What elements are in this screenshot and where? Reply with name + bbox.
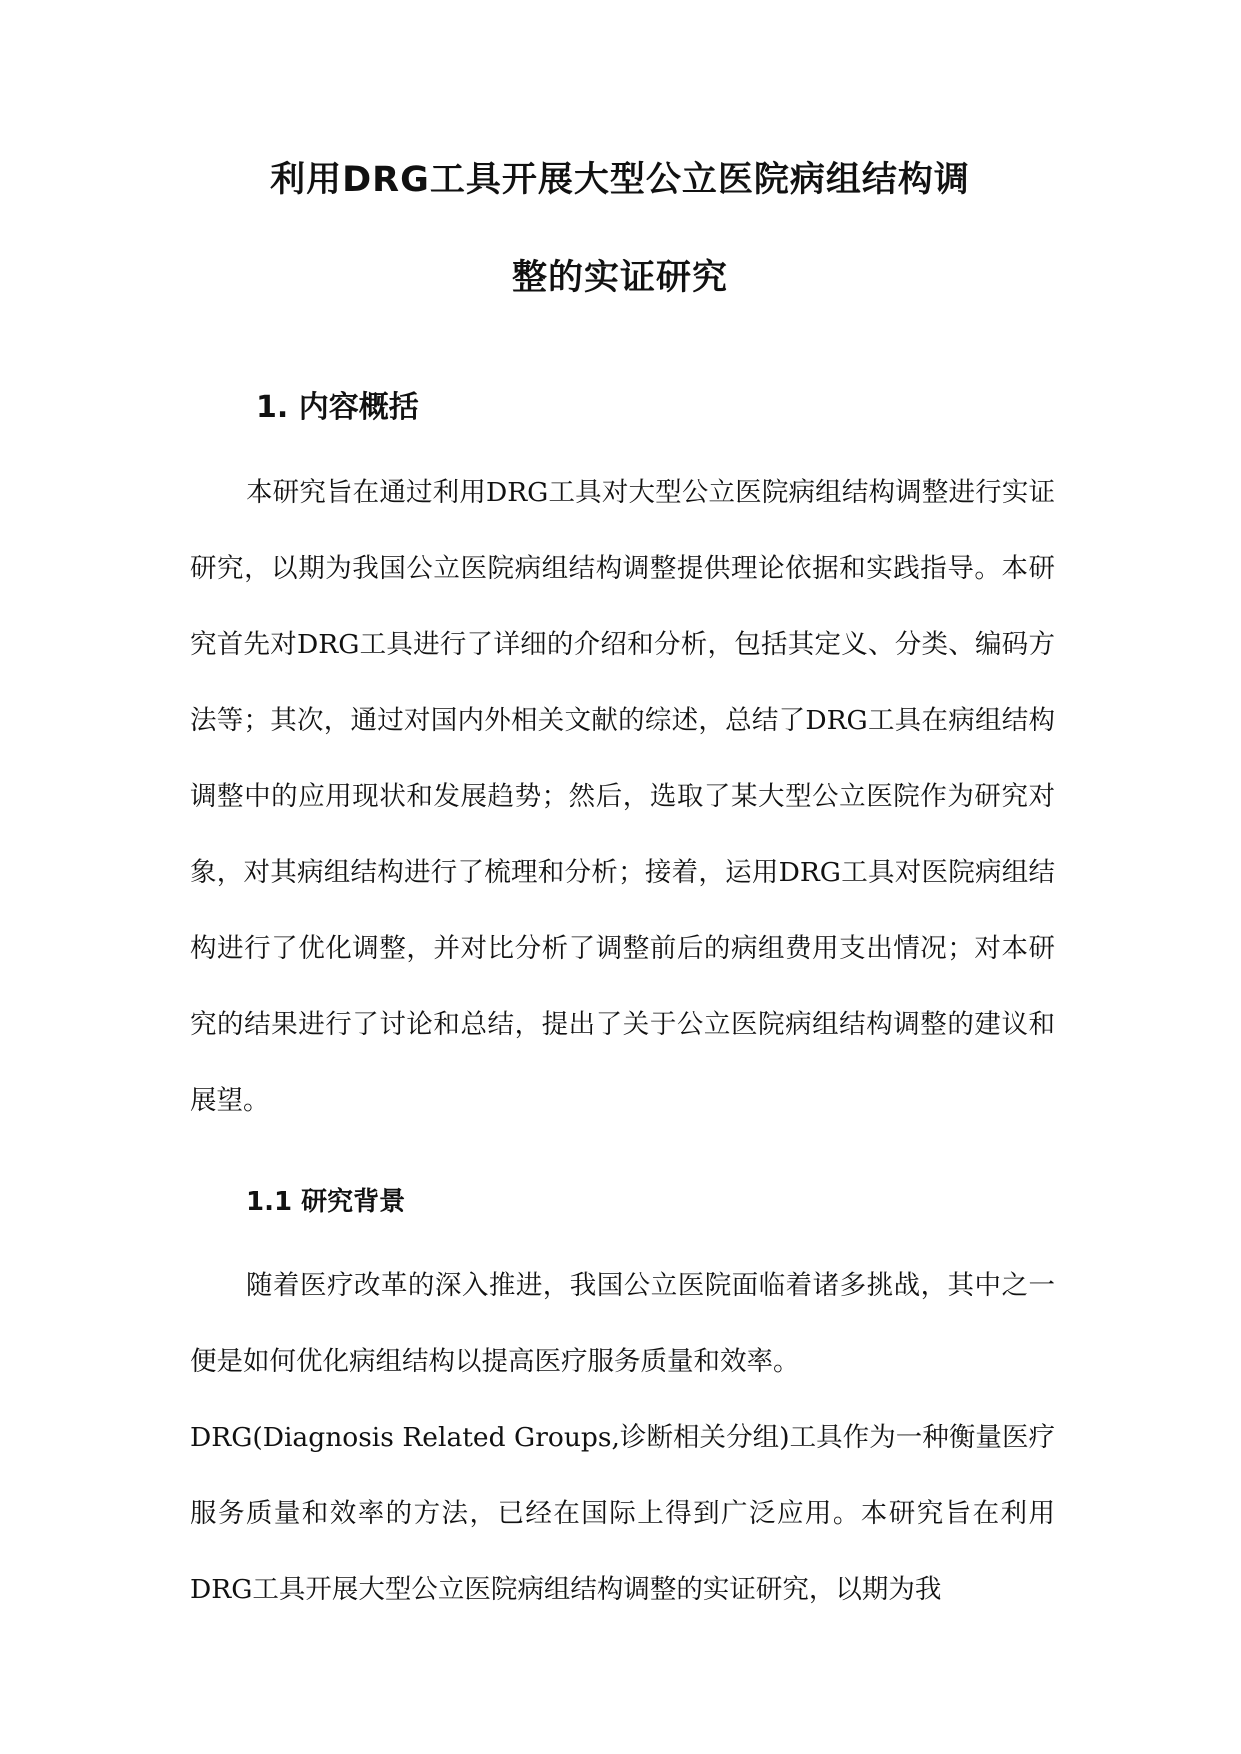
section-heading-1: 1. 内容概括 — [256, 390, 419, 425]
section-1-1-paragraph-1: 随着医疗改革的深入推进，我国公立医院面临着诸多挑战，其中之一便是如何优化病组结构以提高医疗服务质量和效率。 — [190, 1270, 1055, 1377]
document-title-line-1: 利用DRG工具开展大型公立医院病组结构调 — [270, 160, 970, 200]
document-title-line-2: 整的实证研究 — [511, 258, 728, 298]
section-1-1-paragraph-2: DRG(Diagnosis Related Groups,诊断相关分组)工具作为一种衡量医疗服务质量和效率的方法，已经在国际上得到广泛应用。本研究旨在利用DRG工具开展大型公立医院病组结构调整的实证研究，以期为我 — [190, 1422, 1055, 1605]
section-1-paragraph: 本研究旨在通过利用DRG工具对大型公立医院病组结构调整进行实证研究，以期为我国公立医院病组结构调整提供理论依据和实践指导。本研究首先对DRG工具进行了详细的介绍和分析，包括其定义、分类、编码方法等；其次，通过对国内外相关文献的综述，总结了DRG工具在病组结构调整中的应用现状和发展趋势；然后，选取了某大型公立医院作为研究对象，对其病组结构进行了梳理和分析；接着，运用DRG工具对医院病组结构进行了优化调整，并对比分析了调整前后的病组费用支出情况；对本研究的结果进行了讨论和总结，提出了关于公立医院病组结构调整的建议和展望。 — [190, 477, 1055, 1116]
section-heading-1-1: 1.1 研究背景 — [246, 1187, 406, 1217]
